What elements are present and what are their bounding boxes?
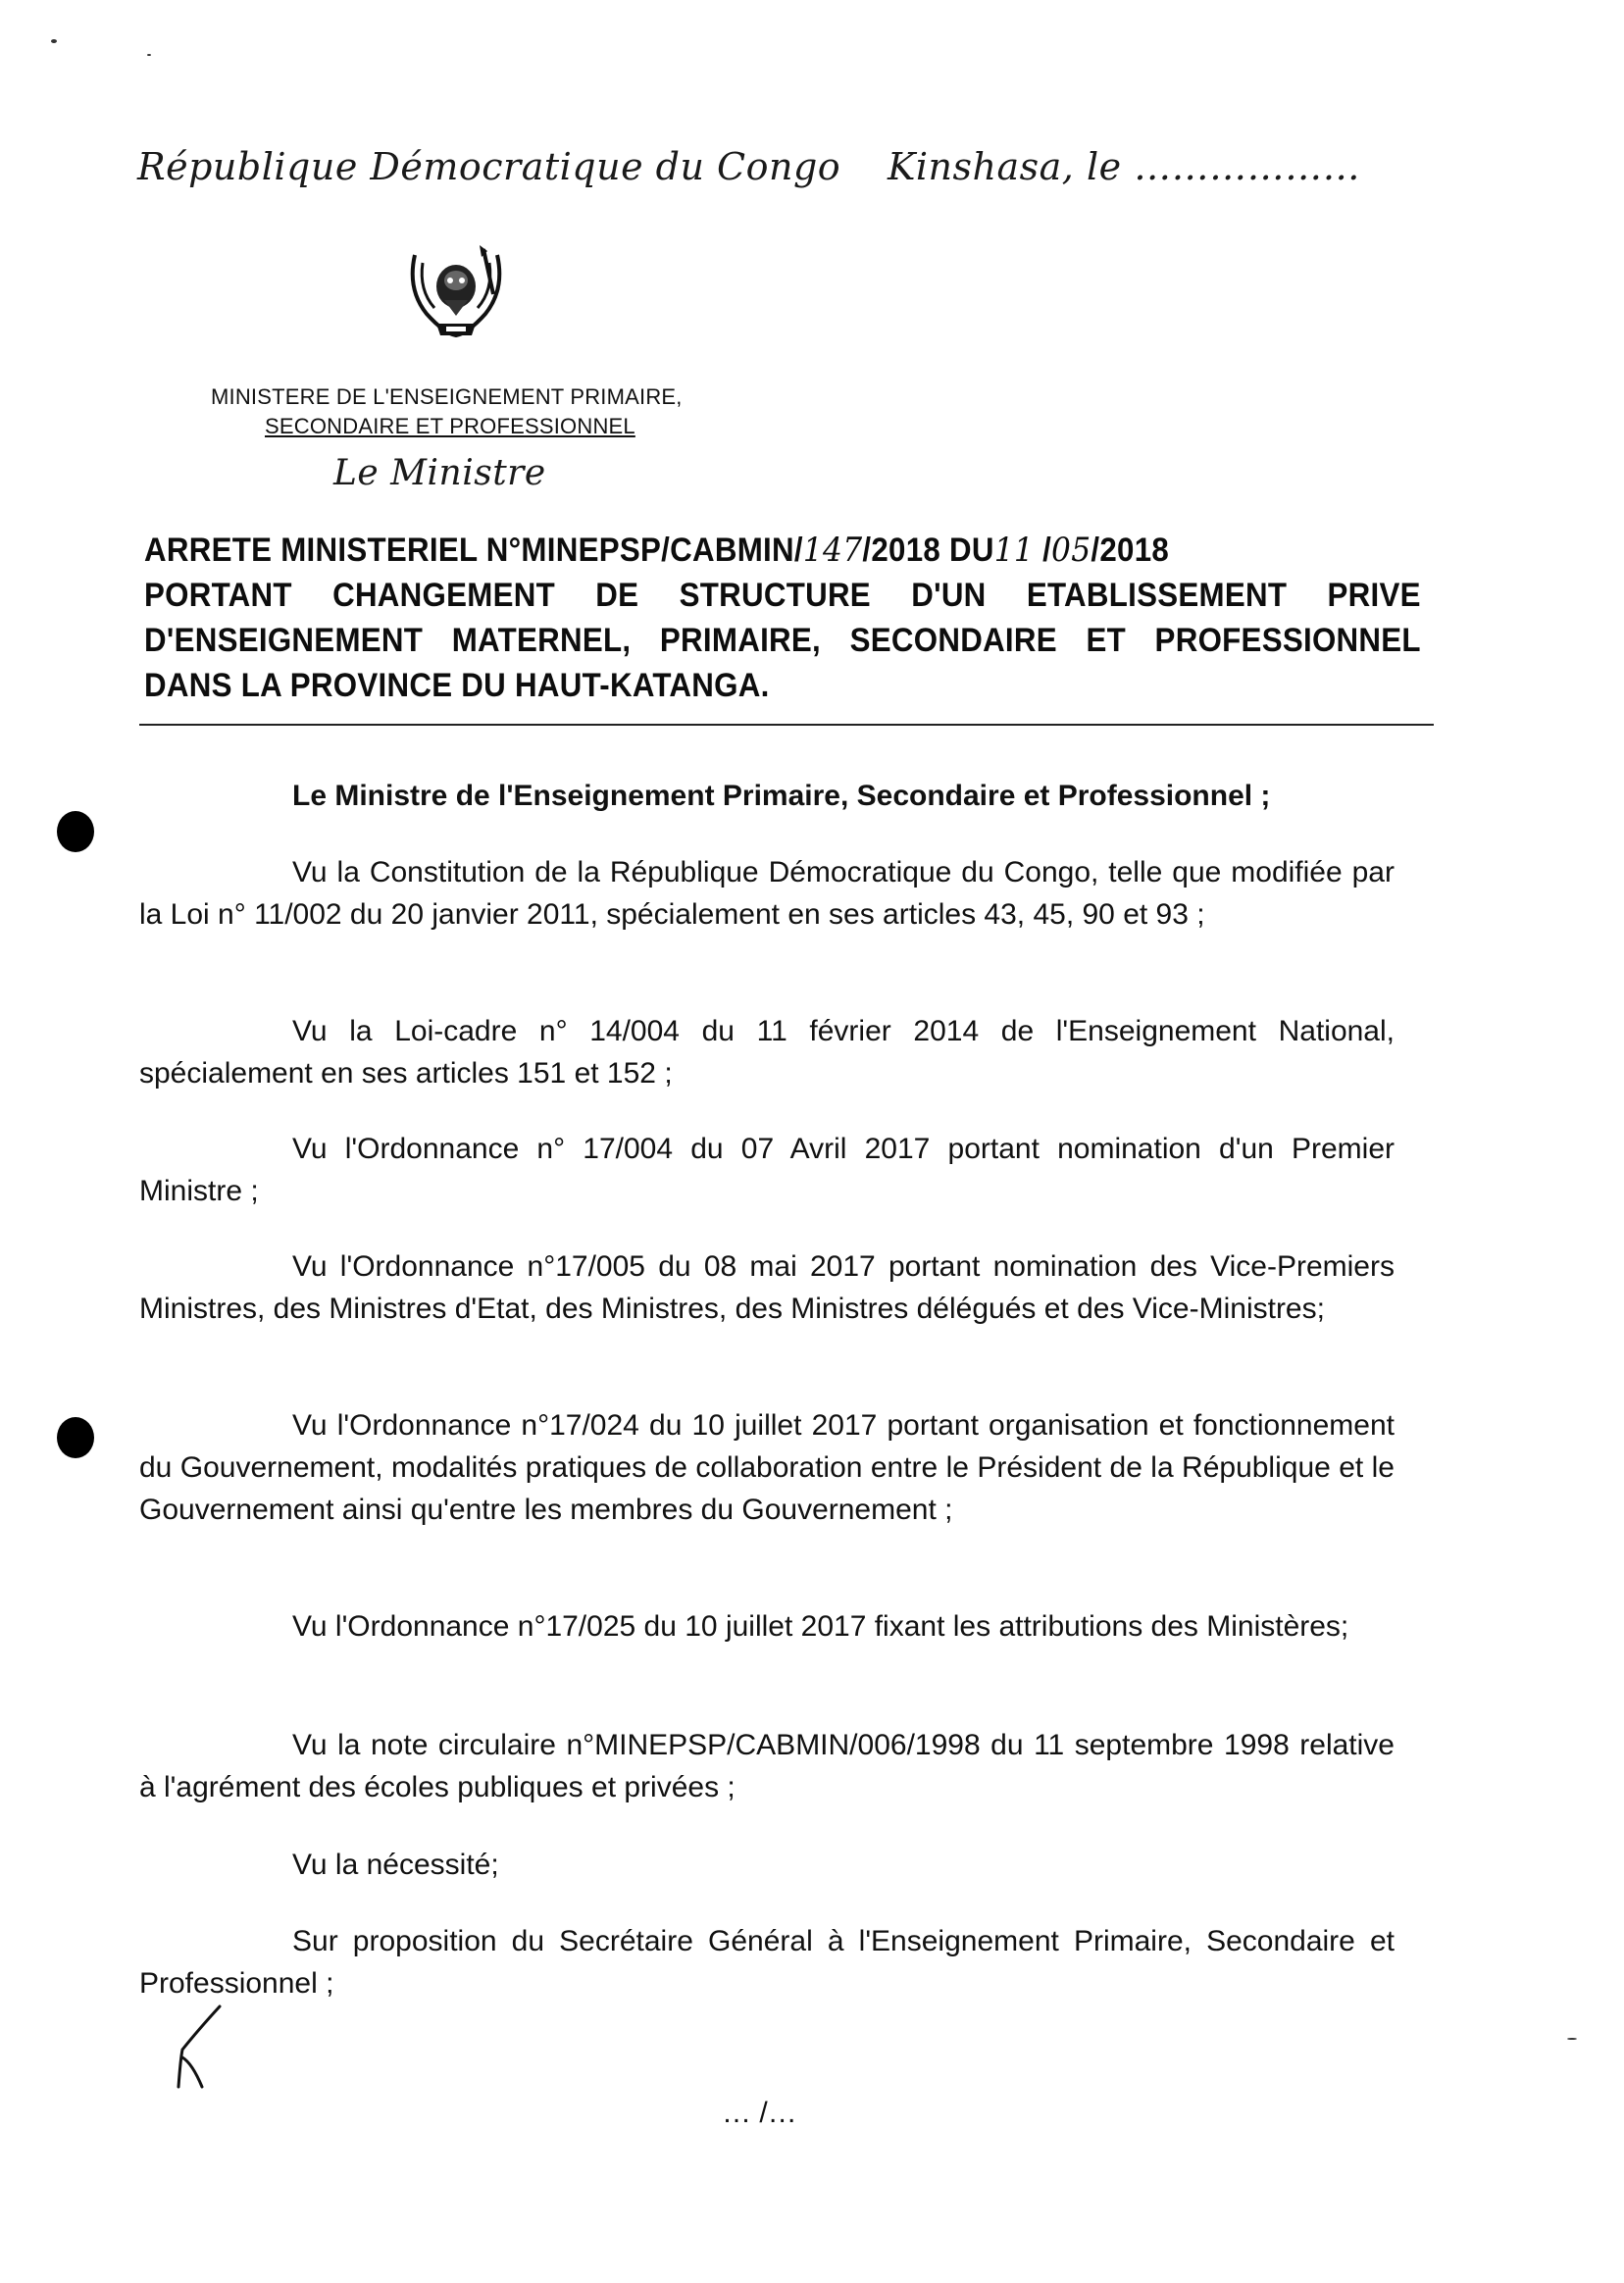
decree-title-prefix: ARRETE MINISTERIEL N°MINEPSP/CABMIN/ bbox=[144, 532, 803, 569]
punch-hole-icon bbox=[57, 811, 94, 852]
coat-of-arms-icon bbox=[397, 245, 515, 343]
scan-speck bbox=[1567, 2038, 1577, 2040]
signature-title: Le Ministre bbox=[333, 453, 546, 493]
decree-title bbox=[144, 528, 1421, 708]
considerant-paragraph: Vu l'Ordonnance n° 17/004 du 07 Avril 2017 portant nomination d'un Premier Ministre ; bbox=[139, 1133, 1395, 1207]
ministry-name-line2: SECONDAIRE ET PROFESSIONNEL bbox=[265, 414, 635, 438]
considerant-paragraph: Vu l'Ordonnance n°17/025 du 10 juillet 2017 fixant les attributions des Ministères; bbox=[292, 1610, 1349, 1643]
handwritten-initials-icon bbox=[169, 2001, 228, 2089]
considerant-paragraph: Vu la nécessité; bbox=[292, 1849, 499, 1881]
punch-hole-icon bbox=[57, 1417, 94, 1458]
considerant-paragraph: Vu l'Ordonnance n°17/024 du 10 juillet 2017 portant organisation et fonctionnement du Gouvernement, modalités pratiques de collaboration entre le Président de la République et le Gouvernement ainsi qu'entre les membres du Gouvernement ; bbox=[139, 1409, 1395, 1526]
considerant-paragraph: Vu la note circulaire n°MINEPSP/CABMIN/006/1998 du 11 septembre 1998 relative à l'agrément des écoles publiques et privées ; bbox=[139, 1729, 1395, 1803]
scan-speck bbox=[51, 39, 57, 43]
decree-title-suffix: /2018 bbox=[1091, 532, 1170, 569]
decree-month: 05 bbox=[1051, 531, 1091, 570]
decree-title-line4: DANS LA PROVINCE DU HAUT-KATANGA. bbox=[144, 667, 770, 704]
considerant-paragraph: Vu l'Ordonnance n°17/005 du 08 mai 2017 portant nomination des Vice-Premiers Ministres, des Ministres d'Etat, des Ministres, des Ministres délégués et des Vice-Ministres; bbox=[139, 1250, 1395, 1325]
decree-date-separator: / bbox=[1034, 532, 1052, 569]
scan-speck bbox=[147, 54, 151, 56]
place-date: Kinshasa, le ……………… bbox=[888, 145, 1361, 188]
decree-title-line3: D'ENSEIGNEMENT MATERNEL, PRIMAIRE, SECONDAIRE ET PROFESSIONNEL bbox=[144, 622, 1421, 659]
considerant-paragraph: Vu la Constitution de la République Démocratique du Congo, telle que modifiée par la Loi n° 11/002 du 20 janvier 2011, spécialement en ses articles 43, 45, 90 et 93 ; bbox=[139, 856, 1395, 931]
continuation-marker: … /… bbox=[722, 2097, 797, 2129]
intro-line: Le Ministre de l'Enseignement Primaire, Secondaire et Professionnel ; bbox=[292, 780, 1271, 812]
title-divider bbox=[139, 724, 1434, 726]
decree-title-line1 bbox=[144, 528, 1319, 573]
considerant-paragraph: Sur proposition du Secrétaire Général à l'Enseignement Primaire, Secondaire et Professionnel ; bbox=[139, 1925, 1395, 2000]
ministry-name-line1: MINISTERE DE L'ENSEIGNEMENT PRIMAIRE, bbox=[211, 384, 683, 409]
decree-day: 11 bbox=[993, 531, 1035, 570]
decree-title-mid: /2018 DU bbox=[862, 532, 994, 569]
decree-title-line2: PORTANT CHANGEMENT DE STRUCTURE D'UN ETABLISSEMENT PRIVE bbox=[144, 577, 1421, 614]
country-heading: République Démocratique du Congo bbox=[137, 145, 841, 188]
decree-number: 147 bbox=[802, 531, 863, 570]
considerant-paragraph: Vu la Loi-cadre n° 14/004 du 11 février 2014 de l'Enseignement National, spécialement en ses articles 151 et 152 ; bbox=[139, 1015, 1395, 1090]
